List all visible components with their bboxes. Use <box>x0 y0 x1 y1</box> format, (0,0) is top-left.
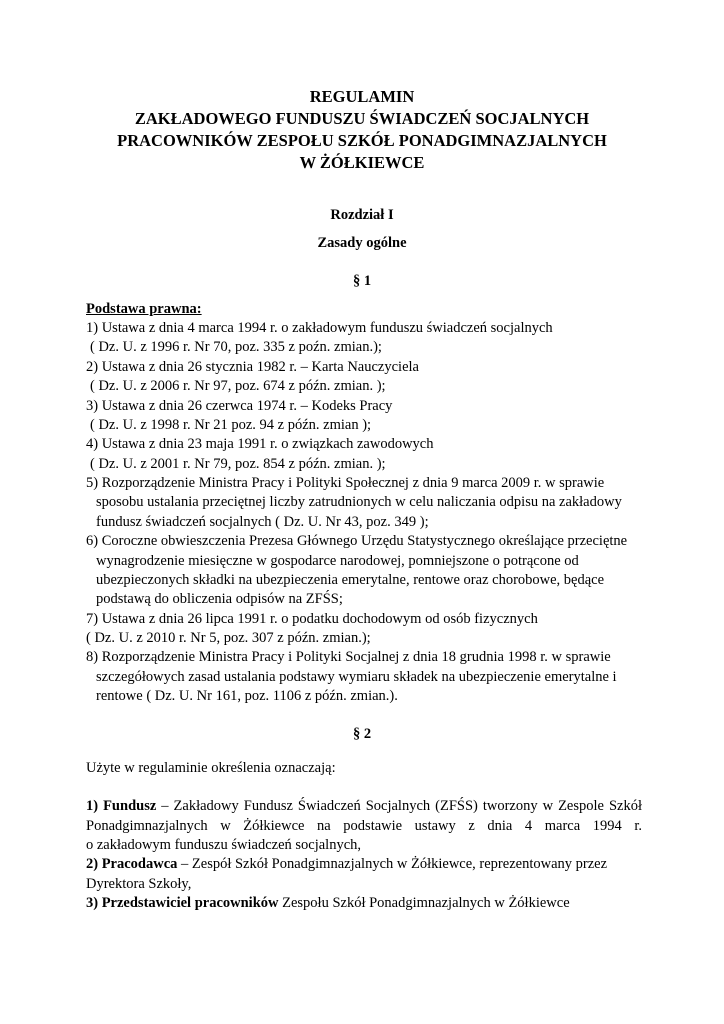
legal-basis-heading <box>86 300 202 319</box>
legal-basis-line: ( Dz. U. z 1998 r. Nr 21 poz. 94 z późn. zmian ); <box>90 417 372 433</box>
legal-basis-line: 7) Ustawa z dnia 26 lipca 1991 r. o podatku dochodowym od osób fizycznych <box>86 611 538 627</box>
definition-fundusz-cont: Ponadgimnazjalnych w Żółkiewce na podstawie ustawy z dnia 4 marca 1994 r. <box>86 818 642 834</box>
legal-basis-line: 4) Ustawa z dnia 23 maja 1991 r. o związkach zawodowych <box>86 436 434 452</box>
title-line: W ŻÓŁKIEWCE <box>299 153 425 172</box>
legal-basis-line: fundusz świadczeń socjalnych ( Dz. U. Nr 43, poz. 349 ); <box>96 514 429 530</box>
section-2-symbol: § 2 <box>352 726 372 742</box>
definition-term: 1) Fundusz <box>86 798 157 814</box>
legal-basis-line: podstawą do obliczenia odpisów na ZFŚS; <box>96 591 343 607</box>
definition-fundusz <box>86 797 642 816</box>
legal-basis-line: wynagrodzenie miesięczne w gospodarce narodowej, pomniejszone o potrącone od <box>96 553 579 569</box>
definition-przedstawiciel <box>86 894 570 913</box>
legal-basis-line: 3) Ustawa z dnia 26 czerwca 1974 r. – Kodeks Pracy <box>86 398 393 414</box>
chapter-name: Zasady ogólne <box>317 235 407 251</box>
definition-pracodawca-end: Dyrektora Szkoły, <box>86 876 192 892</box>
legal-basis-line: ( Dz. U. z 2006 r. Nr 97, poz. 674 z późn. zmian. ); <box>90 378 386 394</box>
definition-text: – Zakładowy Fundusz Świadczeń Socjalnych (ZFŚS) tworzony w Zespole Szkół <box>156 798 642 814</box>
legal-basis-line: sposobu ustalania przeciętnej liczby zatrudnionych w celu naliczania odpisu na zakładowy <box>96 494 622 510</box>
chapter-label: Rozdział I <box>330 207 394 223</box>
definition-pracodawca <box>86 855 607 874</box>
legal-basis-line: 2) Ustawa z dnia 26 stycznia 1982 r. – Karta Nauczyciela <box>86 359 419 375</box>
legal-basis-heading-text: Podstawa prawna: <box>86 301 202 317</box>
legal-basis-line: ( Dz. U. z 1996 r. Nr 70, poz. 335 z poźn. zmian.); <box>90 339 382 355</box>
definition-text: – Zespół Szkół Ponadgimnazjalnych w Żółkiewce, reprezentowany przez <box>177 856 608 872</box>
title-line: PRACOWNIKÓW ZESPOŁU SZKÓŁ PONADGIMNAZJALNYCH <box>117 131 607 150</box>
definitions-intro: Użyte w regulaminie określenia oznaczają: <box>86 760 336 776</box>
legal-basis-line: szczegółowych zasad ustalania podstawy wymiaru składek na ubezpieczenie emerytalne i <box>96 669 617 685</box>
document-title <box>0 86 724 174</box>
legal-basis-line: ( Dz. U. z 2001 r. Nr 79, poz. 854 z późn. zmian. ); <box>90 456 386 472</box>
legal-basis-line: ubezpieczonych składki na ubezpieczenia emerytalne, rentowe oraz chorobowe, będące <box>96 572 605 588</box>
title-line: REGULAMIN <box>309 87 415 106</box>
legal-basis-line: 1) Ustawa z dnia 4 marca 1994 r. o zakładowym funduszu świadczeń socjalnych <box>86 320 553 336</box>
legal-basis-line: 5) Rozporządzenie Ministra Pracy i Polityki Społecznej z dnia 9 marca 2009 r. w sprawie <box>86 475 605 491</box>
legal-basis-line: ( Dz. U. z 2010 r. Nr 5, poz. 307 z późn. zmian.); <box>86 630 371 646</box>
section-1-symbol: § 1 <box>352 273 372 289</box>
legal-basis-line: rentowe ( Dz. U. Nr 161, poz. 1106 z późn. zmian.). <box>96 688 398 704</box>
definition-term: 2) Pracodawca <box>86 856 178 872</box>
definition-text: Zespołu Szkół Ponadgimnazjalnych w Żółkiewce <box>278 895 570 911</box>
definition-term: 3) Przedstawiciel pracowników <box>86 895 279 911</box>
title-line: ZAKŁADOWEGO FUNDUSZU ŚWIADCZEŃ SOCJALNYCH <box>134 109 590 128</box>
legal-basis-line: 6) Coroczne obwieszczenia Prezesa Głównego Urzędu Statystycznego określające przeciętne <box>86 533 628 549</box>
legal-basis-line: 8) Rozporządzenie Ministra Pracy i Polityki Socjalnej z dnia 18 grudnia 1998 r. w sprawie <box>86 649 611 665</box>
definition-fundusz-end: o zakładowym funduszu świadczeń socjalnych, <box>86 837 362 853</box>
